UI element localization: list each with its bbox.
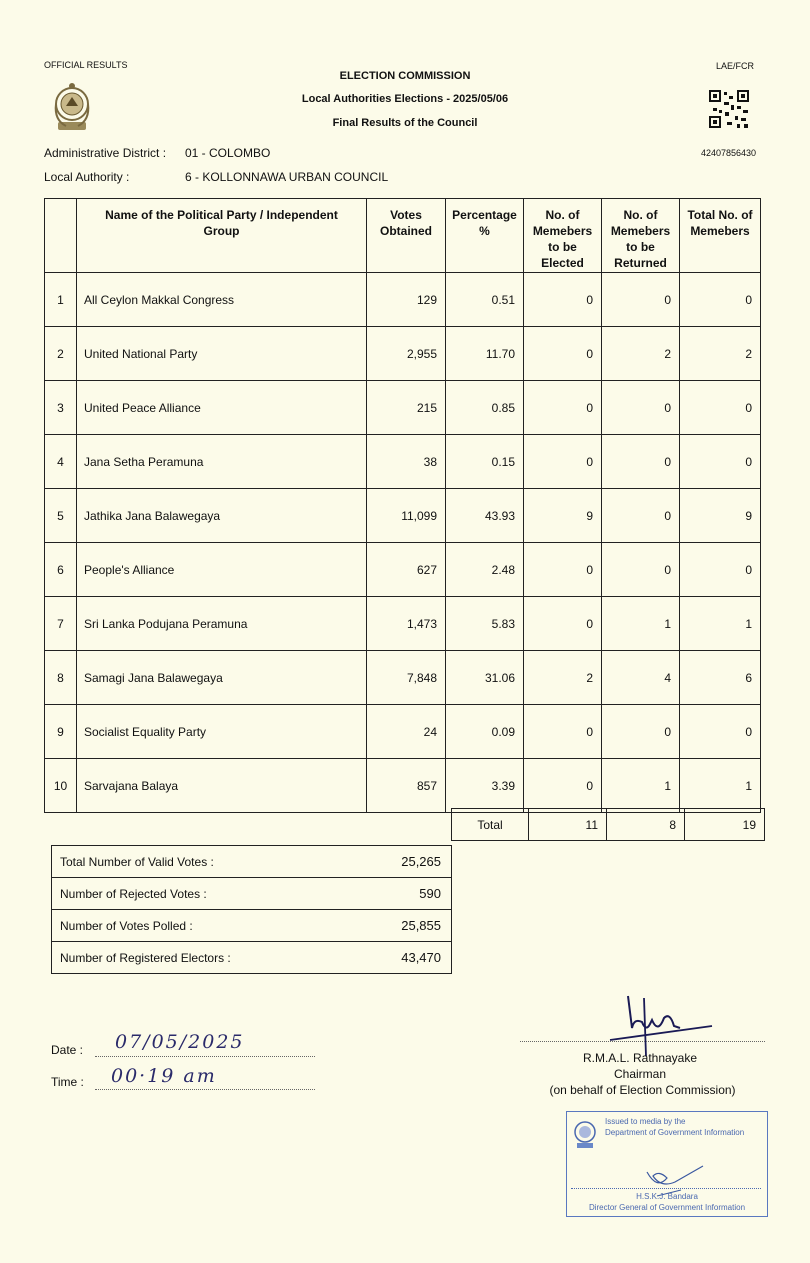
elected-cell: 9 [524, 489, 602, 543]
summary-row-valid [52, 846, 452, 878]
party-name: Socialist Equality Party [77, 705, 367, 759]
votes-cell: 38 [367, 435, 446, 489]
signatory-name: R.M.A.L. Rathnayake [582, 1051, 698, 1065]
final-results-title: Final Results of the Council [332, 117, 478, 129]
votes-cell: 627 [367, 543, 446, 597]
row-number: 8 [45, 651, 77, 705]
party-name: Jathika Jana Balawegaya [77, 489, 367, 543]
table-row [45, 759, 761, 813]
party-name: Sri Lanka Podujana Peramuna [77, 597, 367, 651]
percentage-cell: 3.39 [446, 759, 524, 813]
header-votes: Votes Obtained [367, 199, 446, 273]
elections-line: Local Authorities Elections - 2025/05/06 [301, 93, 509, 105]
elected-cell: 0 [524, 543, 602, 597]
signatory-title: Chairman [613, 1067, 667, 1081]
total-cell: 1 [680, 759, 761, 813]
returned-cell: 0 [602, 489, 680, 543]
district-value: 01 - COLOMBO [185, 146, 271, 160]
stamp-line2: Department of Government Information [605, 1128, 745, 1137]
table-row [45, 327, 761, 381]
returned-cell: 4 [602, 651, 680, 705]
votes-cell: 215 [367, 381, 446, 435]
percentage-cell: 0.15 [446, 435, 524, 489]
header-returned: No. of Memebers to be Returned [602, 199, 680, 273]
elected-cell: 0 [524, 435, 602, 489]
header-elected: No. of Memebers to be Elected [524, 199, 602, 273]
returned-cell: 0 [602, 705, 680, 759]
qr-code-icon [709, 90, 749, 128]
signatory-behalf: (on behalf of Election Commission) [549, 1083, 736, 1097]
table-row [45, 435, 761, 489]
time-label: Time : [51, 1075, 84, 1089]
vote-summary-table [51, 845, 452, 974]
returned-cell: 0 [602, 381, 680, 435]
table-header-row [45, 199, 761, 273]
rejected-votes-label: Number of Rejected Votes : [52, 878, 352, 910]
valid-votes-value: 25,265 [352, 846, 452, 878]
commission-title: ELECTION COMMISSION [339, 70, 471, 82]
total-cell: 1 [680, 597, 761, 651]
totals-total: 19 [685, 809, 765, 841]
percentage-cell: 0.85 [446, 381, 524, 435]
votes-cell: 129 [367, 273, 446, 327]
national-emblem-icon [52, 82, 92, 136]
table-row [45, 273, 761, 327]
percentage-cell: 2.48 [446, 543, 524, 597]
returned-cell: 1 [602, 759, 680, 813]
rejected-votes-value: 590 [352, 878, 452, 910]
row-number: 4 [45, 435, 77, 489]
percentage-cell: 31.06 [446, 651, 524, 705]
percentage-cell: 43.93 [446, 489, 524, 543]
results-table [44, 198, 761, 813]
percentage-cell: 11.70 [446, 327, 524, 381]
percentage-cell: 0.51 [446, 273, 524, 327]
percentage-cell: 0.09 [446, 705, 524, 759]
returned-cell: 0 [602, 273, 680, 327]
total-cell: 6 [680, 651, 761, 705]
totals-label: Total [452, 809, 529, 841]
returned-cell: 0 [602, 543, 680, 597]
party-name: All Ceylon Makkal Congress [77, 273, 367, 327]
valid-votes-label: Total Number of Valid Votes : [52, 846, 352, 878]
elected-cell: 0 [524, 759, 602, 813]
totals-table [451, 808, 765, 841]
media-issue-stamp [566, 1111, 768, 1217]
row-number: 3 [45, 381, 77, 435]
stamp-line1: Issued to media by the [605, 1117, 686, 1126]
header-no [45, 199, 77, 273]
total-cell: 9 [680, 489, 761, 543]
authority-label: Local Authority : [44, 170, 130, 184]
row-number: 1 [45, 273, 77, 327]
party-name: Sarvajana Balaya [77, 759, 367, 813]
registered-electors-value: 43,470 [352, 942, 452, 974]
party-name: People's Alliance [77, 543, 367, 597]
summary-row-rejected [52, 878, 452, 910]
time-value: 00·19 am [111, 1065, 217, 1087]
totals-row [452, 809, 765, 841]
table-row [45, 597, 761, 651]
row-number: 5 [45, 489, 77, 543]
votes-cell: 24 [367, 705, 446, 759]
total-cell: 2 [680, 327, 761, 381]
date-value: 07/05/2025 [115, 1031, 245, 1053]
chairman-signature-icon [600, 988, 720, 1058]
party-name: Jana Setha Peramuna [77, 435, 367, 489]
total-cell: 0 [680, 705, 761, 759]
elected-cell: 2 [524, 651, 602, 705]
elected-cell: 0 [524, 381, 602, 435]
elected-cell: 0 [524, 327, 602, 381]
elected-cell: 0 [524, 705, 602, 759]
returned-cell: 2 [602, 327, 680, 381]
date-label: Date : [51, 1043, 84, 1057]
totals-returned: 8 [607, 809, 685, 841]
header-party: Name of the Political Party / Independent Group [77, 199, 367, 273]
official-results-label: OFFICIAL RESULTS [44, 60, 128, 70]
total-cell: 0 [680, 273, 761, 327]
votes-cell: 2,955 [367, 327, 446, 381]
table-row [45, 543, 761, 597]
table-row [45, 489, 761, 543]
stamp-emblem-icon [573, 1119, 597, 1149]
stamp-title: Director General of Government Information [588, 1203, 746, 1212]
date-line [95, 1030, 315, 1057]
signature-line [520, 1040, 765, 1042]
row-number: 7 [45, 597, 77, 651]
votes-cell: 1,473 [367, 597, 446, 651]
total-cell: 0 [680, 543, 761, 597]
reference-code: LAE/FCR [716, 61, 755, 71]
total-cell: 0 [680, 435, 761, 489]
party-name: Samagi Jana Balawegaya [77, 651, 367, 705]
returned-cell: 0 [602, 435, 680, 489]
stamp-signature-line [571, 1188, 761, 1189]
total-cell: 0 [680, 381, 761, 435]
votes-cell: 7,848 [367, 651, 446, 705]
party-name: United Peace Alliance [77, 381, 367, 435]
votes-cell: 857 [367, 759, 446, 813]
row-number: 2 [45, 327, 77, 381]
totals-elected: 11 [529, 809, 607, 841]
stamp-name: H.S.K.J. Bandara [636, 1192, 698, 1201]
party-name: United National Party [77, 327, 367, 381]
row-number: 10 [45, 759, 77, 813]
row-number: 9 [45, 705, 77, 759]
document-number: 42407856430 [701, 148, 757, 158]
elected-cell: 0 [524, 273, 602, 327]
summary-row-polled [52, 910, 452, 942]
header-total: Total No. of Memebers [680, 199, 761, 273]
votes-polled-value: 25,855 [352, 910, 452, 942]
row-number: 6 [45, 543, 77, 597]
table-row [45, 651, 761, 705]
table-row [45, 705, 761, 759]
returned-cell: 1 [602, 597, 680, 651]
time-line [95, 1064, 315, 1090]
table-row [45, 381, 761, 435]
authority-value: 6 - KOLLONNAWA URBAN COUNCIL [185, 170, 389, 184]
votes-polled-label: Number of Votes Polled : [52, 910, 352, 942]
percentage-cell: 5.83 [446, 597, 524, 651]
registered-electors-label: Number of Registered Electors : [52, 942, 352, 974]
header-percentage: Percentage % [446, 199, 524, 273]
votes-cell: 11,099 [367, 489, 446, 543]
district-label: Administrative District : [44, 146, 167, 160]
elected-cell: 0 [524, 597, 602, 651]
summary-row-registered [52, 942, 452, 974]
